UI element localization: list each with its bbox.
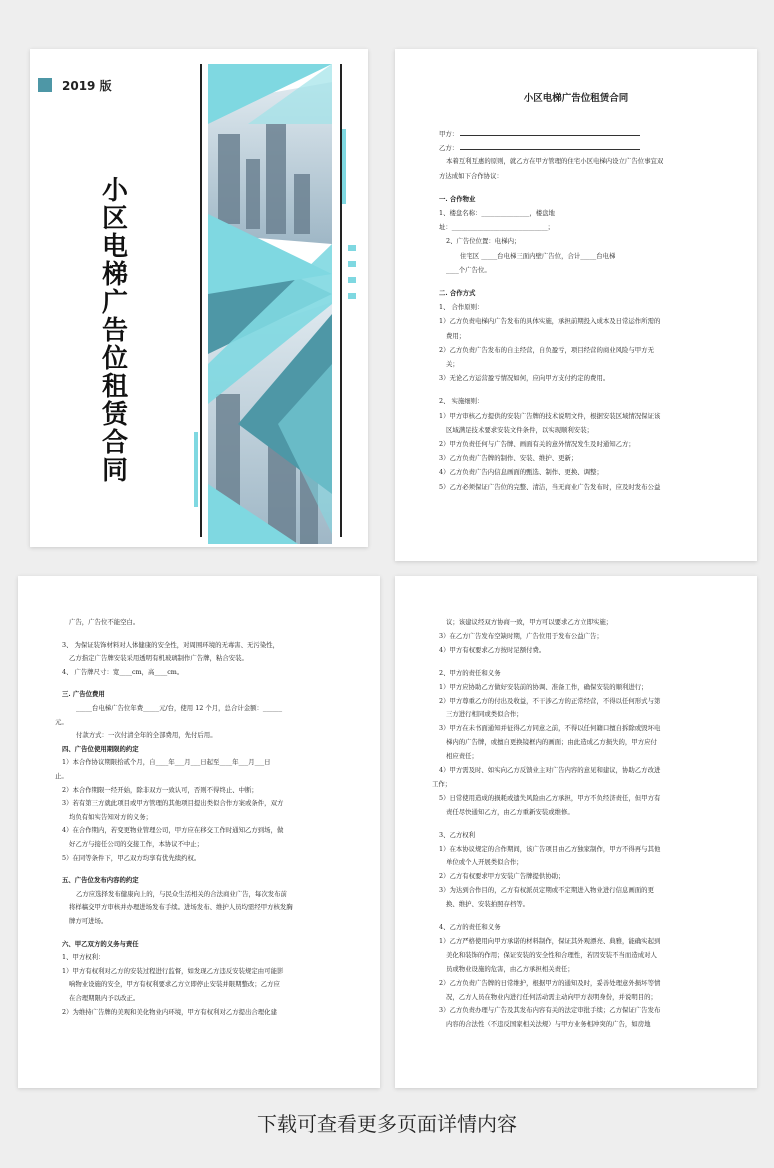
text-line: 区域满足技术要求安装文件条件，以实现顺利安装； [446,425,593,434]
signature-line [460,143,640,150]
text-line: 响物业设施的安全，甲方有权利要求乙方立即停止安装并限期整改；乙方应 [69,980,280,989]
text-line: 2）乙方有权要求甲方安装广告牌提供协助； [439,872,565,881]
accent-dash [348,293,356,299]
text-line: 1）本合作协议期限拾贰个月，自____年___月___日起至____年___月___日 [62,758,271,767]
section-heading: 四、广告位使用期限的约定 [62,744,139,753]
text-line: 关； [446,360,459,368]
section-heading: 一. 合作物业 [439,194,476,203]
text-line: 2）本合作期限一经开始，除非双方一致认可，否则不得终止、中断； [62,785,258,794]
text-line: 牌方可进场。 [69,917,108,925]
text-line: 5）日常使用造成的损耗或遗失风险由乙方承担，甲方不负经济责任，但甲方有 [439,793,661,802]
text-line: 单位或个人开展类似合作； [446,858,523,867]
text-line: 在合理期限内予以改正。 [69,994,140,1002]
text-line: 1）乙方负责电梯内广告发布的具体实施，承担前期投入成本及日常运作所需的 [439,317,661,326]
text-line: 议；该建议经双方协商一致，甲方可以要求乙方立即实施； [446,618,613,626]
contract-page-4 [395,576,757,1088]
accent-bar [342,129,346,204]
text-line: 5）在同等条件下，甲乙双方均享有优先续约权。 [62,853,201,862]
download-prompt: 下载可查看更多页面详情内容 [257,1112,517,1136]
text-line: 广告，广告位不能空白。 [69,618,140,626]
text-line: 员或物业设施的危害，由乙方承担相关责任； [446,964,574,973]
text-line: 4）甲方有权要求乙方按时足额付费。 [439,645,546,654]
text-line: 1）甲方应协助乙方做好安装前的协调、准备工作，确保安装的顺利进行； [439,682,648,691]
text-line: 4）乙方负责广告内信息画面的甄选、制作、更换、调整； [439,468,603,477]
text-line: 址：______________________________； [439,223,555,232]
text-line: 4、 广告牌尺寸：宽____cm，高____cm。 [62,667,184,676]
text-line: 3）乙方负责办理与广告及其发布内容有关的法定审批手续；乙方保证广告发布 [439,1006,661,1015]
text-line: 2）为维持广告牌的美观和美化物业内环境，甲方有权利对乙方提出合理化建 [62,1007,277,1016]
cover-collage-graphic [208,64,336,544]
text-line: 2、 实施细则： [439,397,484,406]
text-line: ____个广告位。 [446,265,491,274]
accent-dash [348,277,356,283]
text-line: 小区电梯广告位租赁合同 [523,93,629,104]
text-line: 1）在本协议规定的合作期间，该广告项目由乙方独家制作，甲方不得再与其他 [439,844,661,853]
text-line: 费用； [446,331,466,340]
text-line: 2、广告位位置：电梯内； [446,237,521,246]
text-line: 梯内的广告牌，或擅自更换镜框内的画面；由此造成乙方损失的，甲方应付 [446,738,657,747]
text-line: 3）为达到合作目的，乙方有权派员定期或不定期进入物业进行信息画面的更 [439,886,654,895]
text-line: 4、乙方的责任和义务 [439,923,501,931]
text-line: 4）在合作期内，若变更物业管理公司，甲方应在移交工作时通知乙方到场，做 [62,826,284,835]
text-line: 付款方式：一次付清全年的全部费用，先付后用。 [76,731,217,740]
text-line: 3）在乙方广告发布空缺时期，广告位用于发布公益广告； [439,631,603,640]
accent-bar [194,432,198,507]
text-line: 3）无论乙方运营盈亏情况如何，应向甲方支付约定的费用。 [439,374,610,383]
text-line: 止。 [55,772,68,780]
text-line: 况，乙方人员在物业内进行任何活动需主动向甲方表明身份，并说明目的； [446,992,657,1001]
text-line: 3）甲方在未书面通知并征得乙方同意之前，不得以任何籍口擅自拆除或毁坏电 [439,724,661,733]
edition-badge: 2019 版 [62,79,112,93]
section-heading: 五、广告位发布内容的约定 [62,876,139,885]
text-line: 美化和装饰的作用；保证安装的安全性和合理性，若因安装不当而造成对人 [446,950,657,959]
text-line: 将样稿交甲方审核并办理进场发布手续。进场发布、维护人员均需经甲方核发胸 [69,903,293,912]
contract-page-2 [395,49,757,561]
text-line: 2）乙方负责广告发布的自主经营，自负盈亏，项目经营的商业风险与甲方无 [439,345,654,354]
text-line: 相应责任； [446,752,478,761]
text-line: 内容的合法性（不违反国家相关法规）与甲方业务相冲突的广告，如房地 [446,1020,651,1029]
text-line: 2）乙方负责广告牌的日常维护，根据甲方的通知及时，妥善处理意外损坏等情 [439,978,661,987]
text-line: 4）甲方需及时、如实向乙方反馈业主对广告内容的意见和建议，协助乙方改进 [439,766,661,774]
text-line: 3）乙方负责广告牌的制作、安装、维护、更新； [439,454,578,463]
badge-square-icon [38,78,52,92]
text-line: 住宅区 _____台电梯三面内壁广告位，合计_____台电梯 [460,251,616,260]
text-line: 2、甲方的责任和义务 [439,668,501,677]
cover-page [30,49,368,547]
text-line: 1、甲方权利： [62,953,105,962]
text-line: 1）乙方严格使用向甲方承诺的材料制作，保证其外观漂亮、典雅，能确实起到 [439,936,661,945]
cover-title: 小区电梯广告位租赁合同 [101,176,128,486]
text-line: 3、 为保证装饰材料对人体健康的安全性，对周围环境的无毒害、无污染性， [62,640,279,649]
contract-page-3 [18,576,380,1088]
text-line: 好乙方与接任公司的交接工作，本协议不中止； [69,840,204,848]
text-line: 乙方： [439,143,640,152]
text-line: 1）甲方有权利对乙方的安装过程进行监督，如发现乙方违反安装规定由可能影 [62,966,284,975]
text-line: 三方进行相同或类似合作； [446,710,523,719]
text-line: 换、维护、安装拍照存档等。 [446,900,530,909]
text-line: 均负有如实告知对方的义务； [69,812,153,821]
text-line: 工作； [432,779,452,788]
text-line: 1、 合作原则： [439,303,484,312]
text-line: 责任尽快通知乙方，由乙方重新安装或维修。 [446,807,574,816]
text-line: 3、乙方权利 [439,830,476,839]
text-line: 2）甲方尊重乙方的付出及收益，不干涉乙方的正常经营，不得以任何形式与第 [439,696,661,705]
text-line: _____台电梯广告位年费_____元/台，使用 12 个月，总合计金额：______ [76,704,283,712]
signature-line [460,129,640,136]
text-line: 1）甲方审核乙方提供的安装广告牌的技术说明文件，根据安装区域情况保证该 [439,411,661,420]
section-heading: 三. 广告位费用 [62,690,105,699]
section-heading: 六、甲乙双方的义务与责任 [62,939,139,948]
text-line: 本着互利互惠的原则，就乙方在甲方管理的住宅小区电梯内设立广告位事宜双 [446,157,664,166]
accent-dash [348,261,356,267]
text-line: 2）甲方负责任何与广告牌、画面有关的意外情况发生及时通知乙方； [439,440,635,448]
text-line: 1、楼盘名称：_______________，楼盘地 [439,209,555,217]
text-line: 方达成如下合作协议： [439,171,503,180]
text-line: 乙方应选择发布健康向上的，与民众生活相关的合法商业广告，每次发布前 [76,889,287,898]
cover-rule-left [200,64,202,537]
text-line: 3）若有第三方就此项目或甲方管理的其他项目提出类似合作方案或条件，双方 [62,799,284,808]
text-line: 乙方指定广告牌安装采用透明有机玻璃制作广告牌，粘合安装。 [69,654,248,663]
accent-dash [348,245,356,251]
text-line: 5）乙方必须保证广告位的完整、清洁，当无商业广告发布时，应及时发布公益 [439,482,661,491]
section-heading: 二. 合作方式 [439,289,476,297]
text-line: 甲方： [439,129,640,138]
text-line: 元。 [55,717,68,726]
